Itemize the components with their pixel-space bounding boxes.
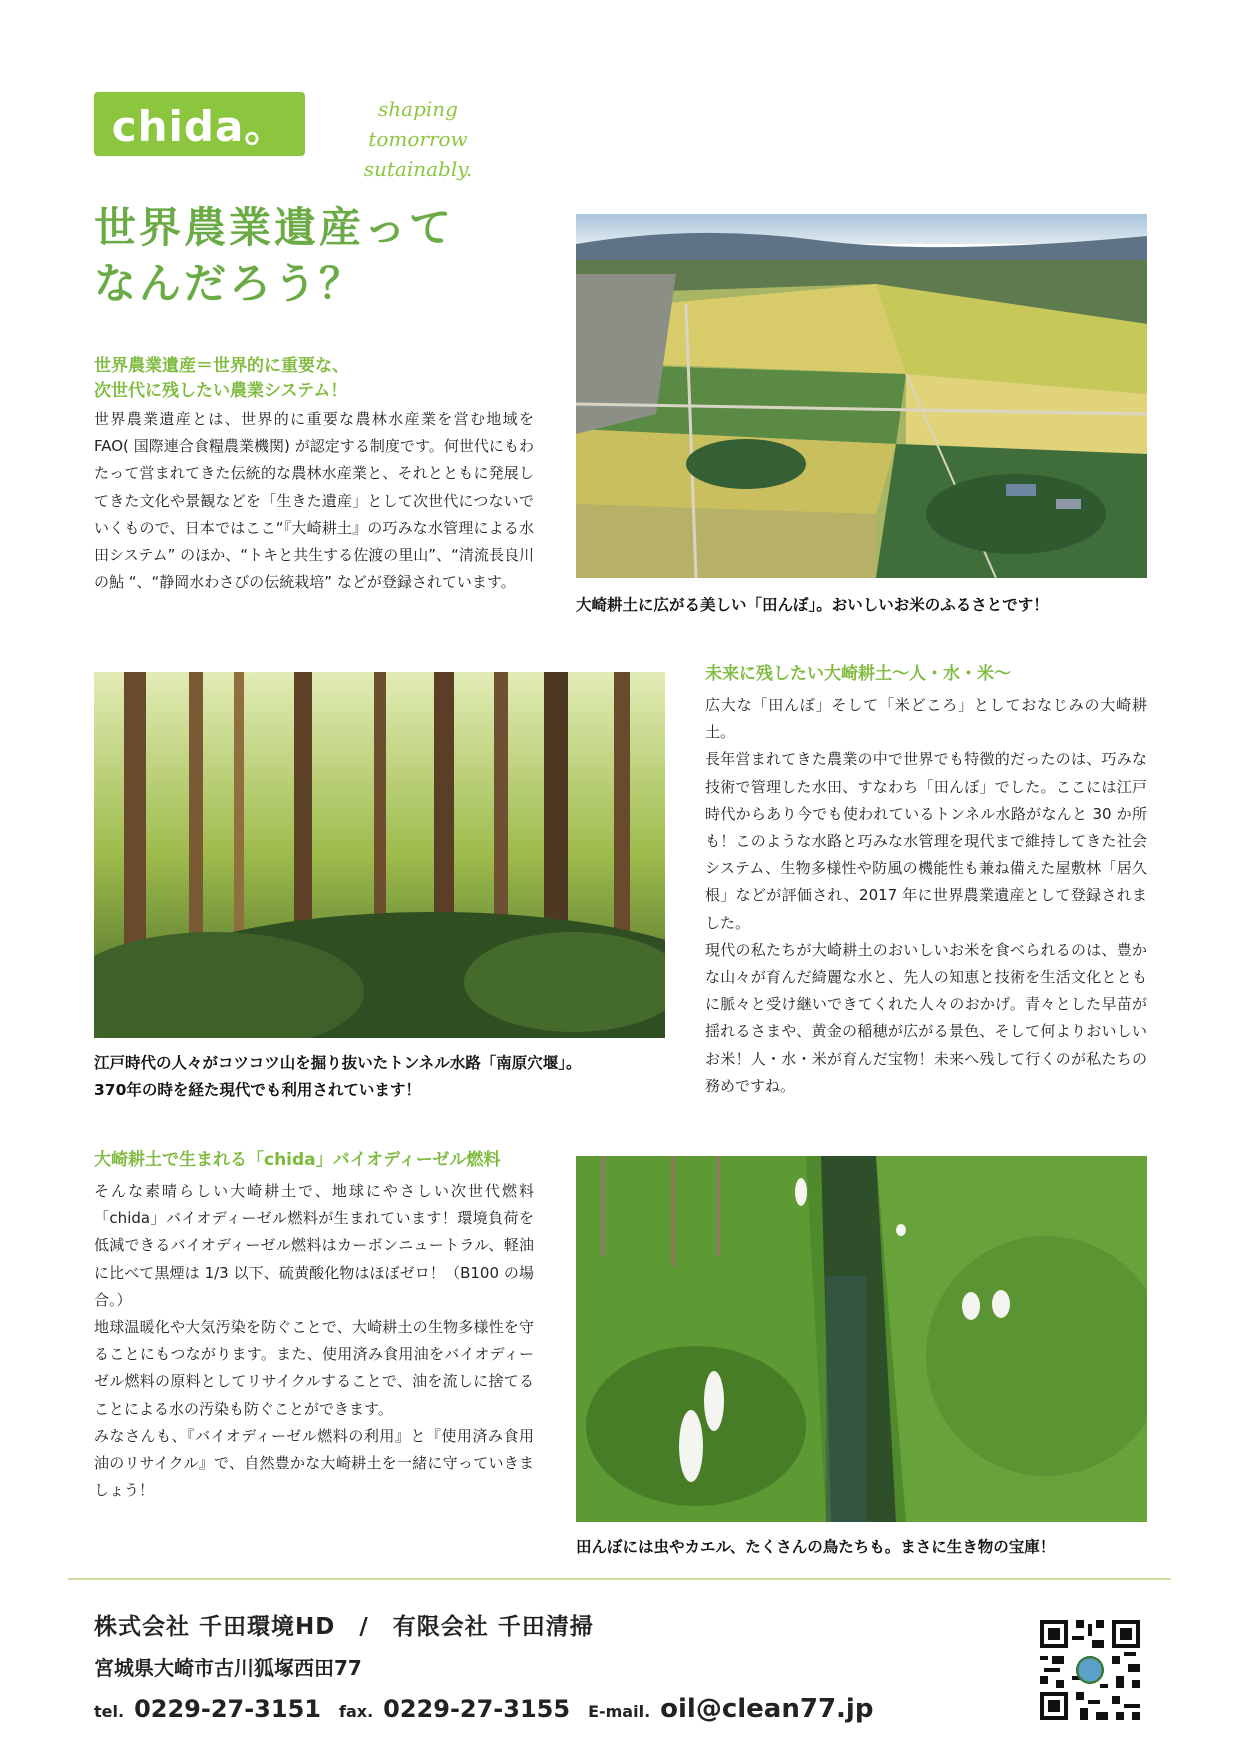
tagline-line2: sutainably. (363, 157, 473, 181)
section3-photo-caption: 田んぼには虫やカエル、たくさんの鳥たちも。まさに生き物の宝庫！ (576, 1538, 1056, 1556)
section2-heading: 未来に残したい大崎耕土〜人・水・米〜 (705, 664, 1011, 684)
fax-label: fax. (338, 1702, 374, 1721)
logo-text: chida。 (111, 102, 288, 151)
tel-label: tel. (94, 1702, 125, 1721)
page-title-line2: なんだろう？ (94, 259, 365, 308)
page-title (94, 200, 514, 312)
egret-paddy-photo (576, 1156, 1147, 1522)
section1-heading-line1: 世界農業遺産＝世界的に重要な、 (94, 356, 349, 376)
tagline-line1: shaping tomorrow (368, 97, 468, 151)
tagline (328, 94, 508, 184)
email-address[interactable]: oil@clean77.jp (660, 1694, 874, 1724)
qr-code-icon[interactable] (1040, 1620, 1140, 1720)
section2-body: 広大な「田んぼ」そして「米どころ」としておなじみの大崎耕土。 長年営まれてきた農業の中で世界でも特徴的だったのは、巧みな技術で管理した水田、すなわち「田んぼ」でした。ここには江戸時代からあり今でも使われているトンネル水路がなんと 30 か所も！このような水路と巧みな水管理を現代まで維持してきた社会システム、生物多様性や防風の機能性も兼ね備えた屋敷林「居久根」などが評価され、2017 年に世界農業遺産として登録されました。 現代の私たちが大崎耕土のおいしいお米を食べられるのは、豊かな山々が育んだ綺麗な水と、先人の知恵と技術を生活文化とともに脈々と受け継いできてくれた人々のおかげ。青々とした早苗が揺れるさまや、黄金の稲穂が広がる景色、そして何よりおいしいお米！人・水・米が育んだ宝物！未来へ残して行くのが私たちの務めですね。 (705, 696, 1147, 1095)
section3-body: そんな素晴らしい大崎耕土で、地球にやさしい次世代燃料「chida」バイオディーゼル燃料が生まれています！環境負荷を低減できるバイオディーゼル燃料はカーボンニュートラル、軽油に比べて黒煙は 1/3 以下、硫黄酸化物はほぼゼロ！（B100 の場合。） 地球温暖化や大気汚染を防ぐことで、大崎耕土の生物多様性を守ることにもつながります。また、使用済み食用油をバイオディーゼル燃料の原料としてリサイクルすることで、油を流しに捨てることによる水の汚染も防ぐことができます。 みなさんも、『バイオディーゼル燃料の利用』と『使用済み食用油のリサイクル』で、自然豊かな大崎耕土を一緒に守っていきましょう！ (94, 1182, 534, 1500)
section3-heading: 大崎耕土で生まれる「chida」バイオディーゼル燃料 (94, 1150, 501, 1170)
contact-info (94, 1694, 873, 1724)
fax-number: 0229-27-3155 (383, 1695, 571, 1723)
brand-logo (94, 92, 305, 156)
company-names: 株式会社 千田環境HD / 有限会社 千田清掃 (94, 1614, 594, 1640)
rice-field-aerial-photo (576, 214, 1147, 578)
section2-photo-caption-line1: 江戸時代の人々がコツコツ山を掘り抜いたトンネル水路「南原穴堰」。 (94, 1054, 582, 1072)
section1-heading-line2: 次世代に残したい農業システム！ (94, 381, 348, 401)
forest-photo (94, 672, 665, 1038)
section1-body: 世界農業遺産とは、世界的に重要な農林水産業を営む地域を FAO( 国際連合食糧農業機関) が認定する制度です。何世代にもわたって営まれてきた伝統的な農林水産業と、それとともに発展してきた文化や景観などを「生きた遺産」として次世代につないでいくもので、日本ではここ“『大崎耕土』の巧みな水管理による水田システム” のほか、“トキと共生する佐渡の里山”、“清流長良川の鮎 “、“静岡水わさびの伝統栽培” などが登録されています。 (94, 410, 534, 592)
email-label: E-mail. (588, 1702, 651, 1721)
section2-photo-caption (94, 1050, 694, 1104)
section2-photo-caption-line2: 370年の時を経た現代でも利用されています！ (94, 1081, 421, 1099)
company-address: 宮城県大崎市古川狐塚西田77 (94, 1656, 362, 1680)
tel-number[interactable]: 0229-27-3151 (134, 1695, 321, 1723)
section1-photo-caption: 大崎耕土に広がる美しい「田んぼ」。おいしいお米のふるさとです！ (576, 596, 1049, 614)
section1-heading (94, 354, 544, 404)
page-title-line1: 世界農業遺産って (94, 203, 455, 252)
footer-divider (68, 1578, 1171, 1580)
